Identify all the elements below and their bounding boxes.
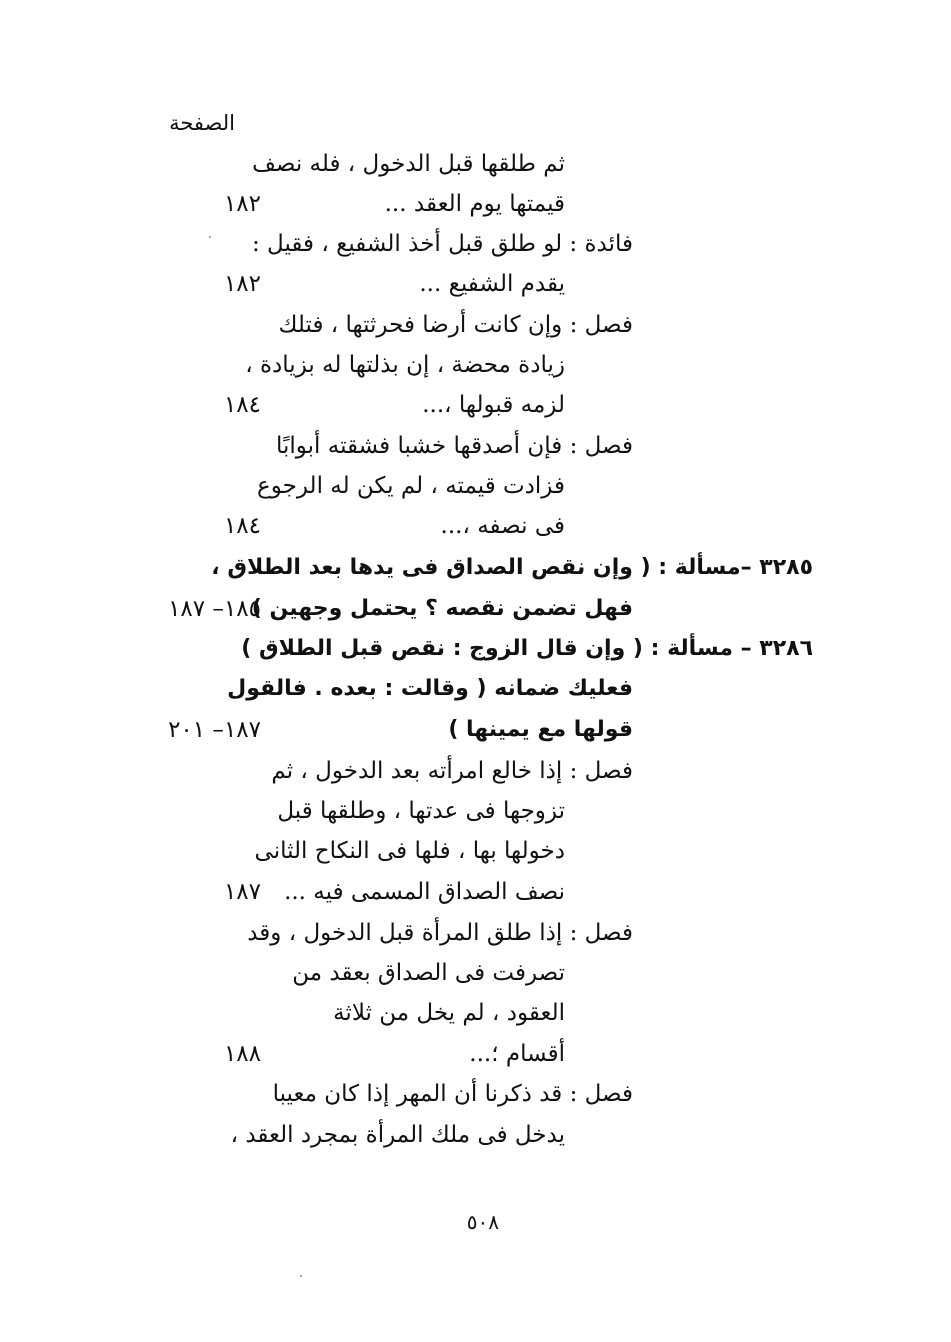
index-line: فصل : فإن أصدقها خشبا فشقته أبوابًا bbox=[275, 433, 633, 459]
index-heading-line: ٣٢٨٦ – مسألة : ( وإن قال الزوج : نقص قبل الطلاق ) bbox=[241, 636, 813, 661]
page-reference: ١٨٢ bbox=[223, 191, 261, 217]
page-reference: ١٨٤ bbox=[223, 392, 261, 418]
index-line: قيمتها يوم العقد ... bbox=[384, 191, 565, 217]
index-heading-line: قولها مع يمينها ) bbox=[448, 717, 633, 742]
page-column-header: الصفحة bbox=[169, 111, 235, 135]
index-line: فصل : إذا طلق المرأة قبل الدخول ، وقد bbox=[247, 920, 633, 946]
index-line: لزمه قبولها ،... bbox=[422, 392, 565, 418]
page-reference: ١٨٧– ٢٠١ bbox=[168, 717, 261, 743]
page-number: ٥٠٨ bbox=[466, 1210, 499, 1234]
page-reference: ١٨٢ bbox=[223, 271, 261, 297]
index-line: فصل : قد ذكرنا أن المهر إذا كان معيبا bbox=[272, 1081, 633, 1107]
index-heading-line: فعليك ضمانه ( وقالت : بعده . فالقول bbox=[227, 676, 633, 701]
index-line: دخولها بها ، فلها فى النكاح الثانى bbox=[254, 838, 565, 864]
page-reference: ١٨٥– ١٨٧ bbox=[168, 596, 261, 622]
page-reference: ١٨٨ bbox=[223, 1041, 261, 1067]
index-line: تزوجها فى عدتها ، وطلقها قبل bbox=[277, 798, 565, 824]
index-line: زيادة محضة ، إن بذلتها له بزيادة ، bbox=[245, 352, 565, 378]
index-line: العقود ، لم يخل من ثلاثة bbox=[333, 1000, 565, 1026]
index-line: ثم طلقها قبل الدخول ، فله نصف bbox=[252, 151, 565, 177]
scan-speck bbox=[209, 236, 211, 238]
index-line: نصف الصداق المسمى فيه ... bbox=[284, 879, 565, 905]
index-line: أقسام ؛... bbox=[469, 1041, 565, 1067]
index-line: فزادت قيمته ، لم يكن له الرجوع bbox=[257, 473, 565, 499]
page-reference: ١٨٧ bbox=[223, 879, 261, 905]
scan-speck bbox=[300, 1275, 302, 1277]
index-line: فصل : إذا خالع امرأته بعد الدخول ، ثم bbox=[271, 758, 633, 784]
index-heading-line: ٣٢٨٥ –مسألة : ( وإن نقص الصداق فى يدها بعد الطلاق ، bbox=[211, 555, 813, 580]
index-heading-line: فهل تضمن نقصه ؟ يحتمل وجهين ) bbox=[251, 596, 633, 621]
index-line: فى نصفه ،... bbox=[440, 513, 565, 539]
index-line: يقدم الشفيع ... bbox=[419, 271, 565, 297]
index-line: يدخل فى ملك المرأة بمجرد العقد ، bbox=[230, 1122, 565, 1148]
index-line: فائدة : لو طلق قبل أخذ الشفيع ، فقيل : bbox=[252, 231, 633, 257]
index-line: فصل : وإن كانت أرضا فحرثتها ، فتلك bbox=[278, 312, 633, 338]
index-line: تصرفت فى الصداق بعقد من bbox=[292, 960, 565, 986]
page-reference: ١٨٤ bbox=[223, 513, 261, 539]
